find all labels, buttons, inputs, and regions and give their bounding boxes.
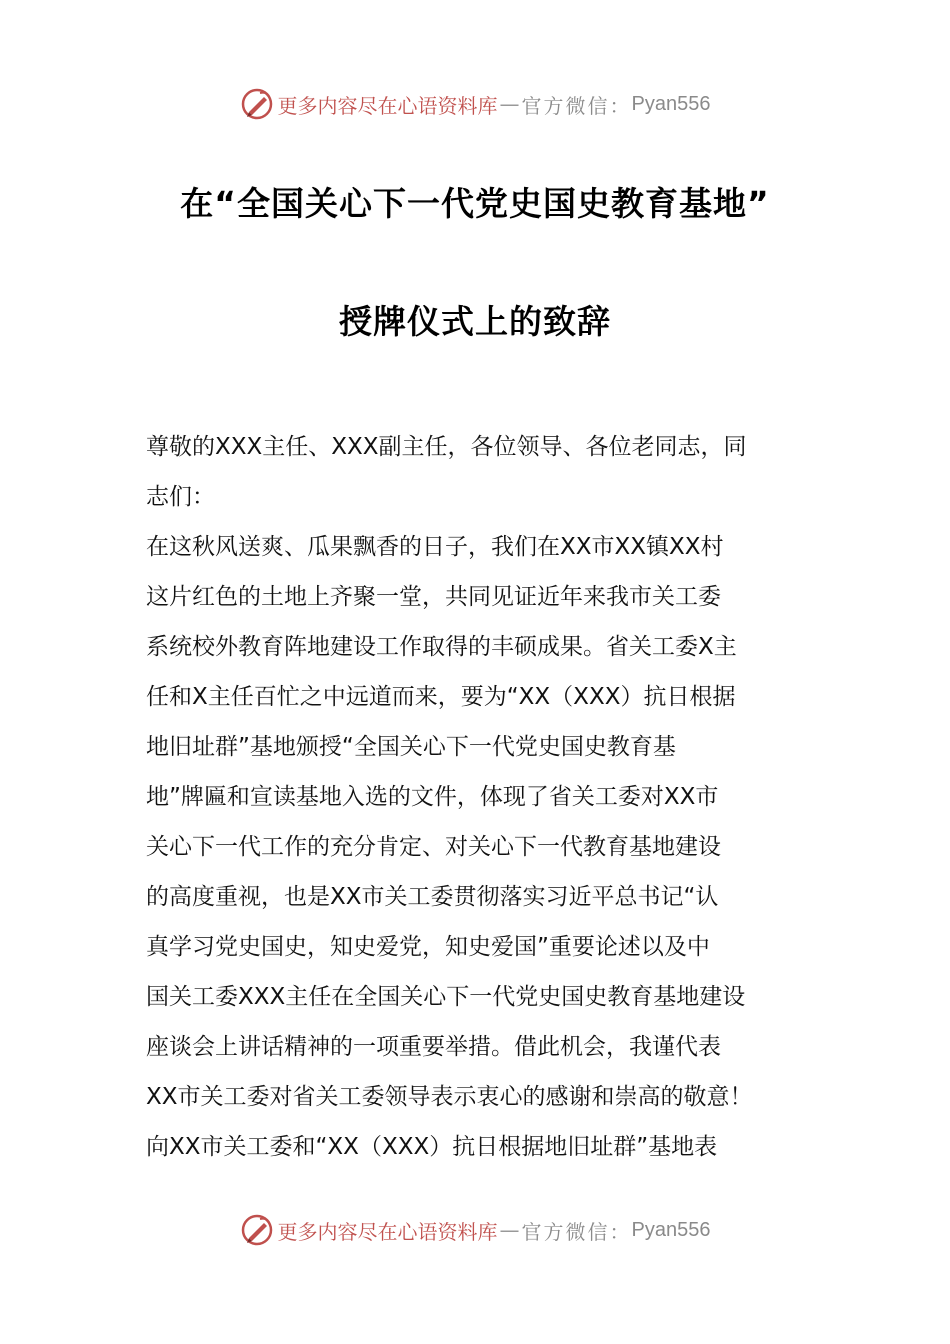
watermark-wechat-id: Pyan556 bbox=[631, 1218, 711, 1241]
watermark-official-label: 官方微信： bbox=[521, 1219, 632, 1244]
text-line: 在这秋风送爽、瓜果飘香的日子，我们在XX市XX镇XX村 bbox=[146, 534, 724, 560]
salutation bbox=[146, 422, 806, 522]
pen-logo-icon bbox=[240, 87, 274, 121]
text-line: 系统校外教育阵地建设工作取得的丰硕成果。省关工委X主 bbox=[146, 634, 737, 660]
watermark-banner-top bbox=[0, 84, 950, 124]
text-line: 尊敬的XXX主任、XXX副主任，各位领导、各位老同志，同 bbox=[146, 434, 747, 460]
watermark-tagline: 更多内容尽在心语资料库 bbox=[277, 93, 498, 118]
text-line: 地旧址群”基地颁授“全国关心下一代党史国史教育基 bbox=[146, 734, 676, 760]
text-line: 真学习党史国史，知史爱党，知史爱国”重要论述以及中 bbox=[146, 934, 710, 960]
watermark-wechat-id: Pyan556 bbox=[631, 92, 711, 115]
watermark-separator: — bbox=[499, 92, 520, 116]
text-line: 的高度重视，也是XX市关工委贯彻落实习近平总书记“认 bbox=[146, 884, 719, 910]
text-line: 任和X主任百忙之中远道而来，要为“XX（XXX）抗日根据 bbox=[146, 684, 736, 710]
document-title-line-2: 授牌仪式上的致辞 bbox=[339, 302, 611, 341]
watermark-official-label: 官方微信： bbox=[521, 93, 632, 118]
pen-logo-icon bbox=[240, 1213, 274, 1247]
watermark-separator: — bbox=[499, 1218, 520, 1242]
document-title-line-1: 在“全国关心下一代党史国史教育基地” bbox=[180, 184, 770, 223]
text-line: 地”牌匾和宣读基地入选的文件，体现了省关工委对XX市 bbox=[146, 784, 719, 810]
watermark-tagline: 更多内容尽在心语资料库 bbox=[277, 1219, 498, 1244]
text-line: 国关工委XXX主任在全国关心下一代党史国史教育基地建设 bbox=[146, 984, 746, 1010]
text-line: 向XX市关工委和“XX（XXX）抗日根据地旧址群”基地表 bbox=[146, 1134, 718, 1160]
body-paragraph bbox=[146, 522, 806, 1172]
text-line: 关心下一代工作的充分肯定、对关心下一代教育基地建设 bbox=[146, 834, 721, 860]
watermark-banner-bottom bbox=[0, 1210, 950, 1250]
text-line: 这片红色的土地上齐聚一堂，共同见证近年来我市关工委 bbox=[146, 584, 721, 610]
text-line: 志们： bbox=[146, 484, 215, 510]
text-line: XX市关工委对省关工委领导表示衷心的感谢和崇高的敬意！ bbox=[146, 1084, 753, 1110]
text-line: 座谈会上讲话精神的一项重要举措。借此机会，我谨代表 bbox=[146, 1034, 721, 1060]
